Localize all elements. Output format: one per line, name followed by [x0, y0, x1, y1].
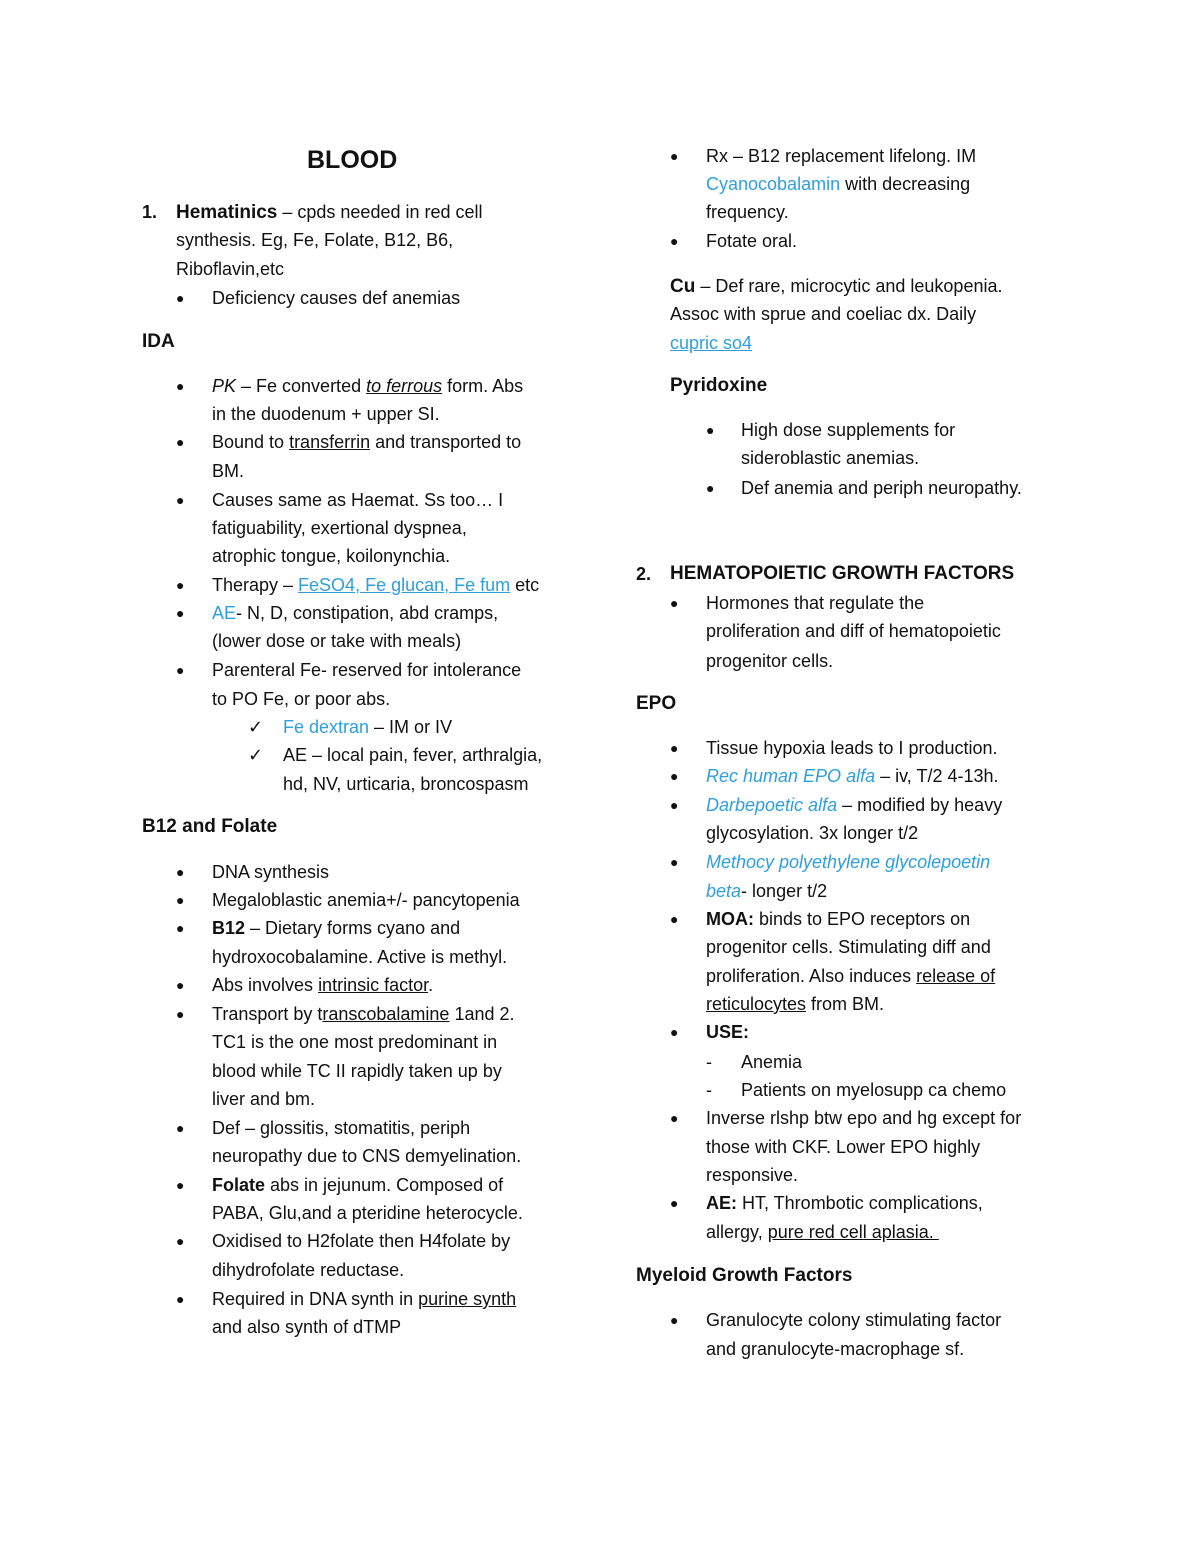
cupric-link: cupric so4 [670, 333, 753, 353]
list-item: AE – local pain, fever, arthralgia, [283, 745, 543, 765]
text-line: fatiguability, exertional dyspnea, [212, 518, 467, 538]
bullet-icon: ● [176, 1006, 185, 1022]
bullet-icon: ● [176, 577, 185, 593]
list-item: Tissue hypoxia leads to I production. [706, 738, 998, 758]
bullet-icon: ● [670, 740, 679, 756]
text-line: Cyanocobalamin with decreasing [706, 174, 971, 194]
bullet-icon: ● [670, 797, 679, 813]
bullet-icon: ● [176, 1291, 185, 1307]
list-item: Darbepoetic alfa – modified by heavy [706, 795, 1003, 815]
list-item: DNA synthesis [212, 862, 330, 882]
text-line: in the duodenum + upper SI. [212, 404, 440, 424]
bullet-icon: ● [176, 1120, 185, 1136]
dash-icon: - [706, 1052, 712, 1072]
list-item: Fotate oral. [706, 231, 798, 251]
text-line: reticulocytes from BM. [706, 994, 885, 1014]
bullet-icon: ● [670, 854, 679, 870]
list-item: Rx – B12 replacement lifelong. IM [706, 146, 977, 166]
list-item: Rec human EPO alfa – iv, T/2 4-13h. [706, 766, 999, 786]
bullet-icon: ● [176, 864, 185, 880]
bullet-icon: ● [670, 595, 679, 611]
copper-line: Cu – Def rare, microcytic and leukopenia. [670, 276, 1003, 297]
text-line: atrophic tongue, koilonynchia. [212, 546, 451, 566]
text-line: dihydrofolate reductase. [212, 1260, 405, 1280]
text-line: glycosylation. 3x longer t/2 [706, 823, 919, 843]
text-line: sideroblastic anemias. [741, 448, 920, 468]
bullet-icon: ● [176, 434, 185, 450]
bullet-icon: ● [670, 1195, 679, 1211]
pyridoxine-heading: Pyridoxine [670, 375, 768, 396]
text-line: Riboflavin,etc [176, 259, 285, 279]
text-line: proliferation and diff of hematopoietic [706, 621, 1001, 641]
text-line: frequency. [706, 202, 789, 222]
text-line: progenitor cells. Stimulating diff and [706, 937, 991, 957]
bullet-icon: ● [176, 290, 185, 306]
list-item: Inverse rlshp btw epo and hg except for [706, 1108, 1022, 1128]
list-item: Granulocyte colony stimulating factor [706, 1310, 1002, 1330]
bullet-icon: ● [670, 1312, 679, 1328]
text-line: (lower dose or take with meals) [212, 631, 462, 651]
text-line: TC1 is the one most predominant in [212, 1032, 498, 1052]
list-item: PK – Fe converted to ferrous form. Abs [212, 376, 524, 396]
text-line: hydroxocobalamine. Active is methyl. [212, 947, 508, 967]
bullet-icon: ● [670, 1024, 679, 1040]
text-line: liver and bm. [212, 1089, 316, 1109]
myeloid-heading: Myeloid Growth Factors [636, 1265, 853, 1286]
bullet-icon: ● [670, 1110, 679, 1126]
list-item: High dose supplements for [741, 420, 956, 440]
bullet-icon: ● [176, 1233, 185, 1249]
list-item: Fe dextran – IM or IV [283, 717, 453, 737]
list-item: Abs involves intrinsic factor. [212, 975, 434, 995]
text-line: progenitor cells. [706, 651, 834, 671]
list-item: Methocy polyethylene glycolepoetin [706, 852, 991, 872]
text-line: responsive. [706, 1165, 799, 1185]
list-item: AE- N, D, constipation, abd cramps, [212, 603, 499, 623]
list-item: Parenteral Fe- reserved for intolerance [212, 660, 522, 680]
text-line: blood while TC II rapidly taken up by [212, 1061, 502, 1081]
page-title: BLOOD [307, 146, 398, 174]
list-item: Causes same as Haemat. Ss too… I [212, 490, 504, 510]
bullet-icon: ● [176, 1177, 185, 1193]
list-item: Hormones that regulate the [706, 593, 925, 613]
list-item: MOA: binds to EPO receptors on [706, 909, 971, 929]
growth-factors-heading: HEMATOPOIETIC GROWTH FACTORS [670, 563, 1015, 584]
text-line: those with CKF. Lower EPO highly [706, 1137, 981, 1157]
list-item: Bound to transferrin and transported to [212, 432, 522, 452]
text-line: neuropathy due to CNS demyelination. [212, 1146, 522, 1166]
bullet-icon: ● [670, 911, 679, 927]
bullet-icon: ● [670, 768, 679, 784]
text-line: Assoc with sprue and coeliac dx. Daily [670, 304, 977, 324]
text-line: allergy, pure red cell aplasia. [706, 1222, 939, 1242]
list-item: Oxidised to H2folate then H4folate by [212, 1231, 511, 1251]
text-line: proliferation. Also induces release of [706, 966, 996, 986]
ida-heading: IDA [142, 331, 175, 352]
list-item: Megaloblastic anemia+/- pancytopenia [212, 890, 520, 910]
section-heading: Hematinics [176, 202, 278, 223]
text-line: and also synth of dTMP [212, 1317, 402, 1337]
list-item: Def – glossitis, stomatitis, periph [212, 1118, 471, 1138]
bullet-icon: ● [176, 378, 185, 394]
list-item: Patients on myelosupp ca chemo [741, 1080, 1007, 1100]
list-item: Therapy – FeSO4, Fe glucan, Fe fum etc [212, 575, 540, 595]
list-item: USE: [706, 1022, 750, 1042]
b12-folate-heading: B12 and Folate [142, 816, 278, 837]
text-line: beta- longer t/2 [706, 881, 828, 901]
list-item: AE: HT, Thrombotic complications, [706, 1193, 983, 1213]
text-line: PABA, Glu,and a pteridine heterocycle. [212, 1203, 523, 1223]
bullet-icon: ● [176, 492, 185, 508]
hematinics-line: Hematinics – cpds needed in red cell [176, 202, 483, 223]
list-item: Deficiency causes def anemias [212, 288, 461, 308]
dash-icon: - [706, 1080, 712, 1100]
text-line: hd, NV, urticaria, broncospasm [283, 774, 529, 794]
bullet-icon: ● [176, 662, 185, 678]
text-line: and granulocyte-macrophage sf. [706, 1339, 965, 1359]
bullet-icon: ● [706, 480, 715, 496]
list-item: Required in DNA synth in purine synth [212, 1289, 517, 1309]
list-item: Transport by transcobalamine 1and 2. [212, 1004, 515, 1024]
check-icon: ✓ [248, 745, 264, 765]
text-line: synthesis. Eg, Fe, Folate, B12, B6, [176, 230, 454, 250]
bullet-icon: ● [176, 605, 185, 621]
bullet-icon: ● [670, 148, 679, 164]
check-icon: ✓ [248, 717, 264, 737]
list-item: Anemia [741, 1052, 803, 1072]
list-item: B12 – Dietary forms cyano and [212, 918, 461, 938]
bullet-icon: ● [706, 422, 715, 438]
bullet-icon: ● [670, 233, 679, 249]
list-item: Folate abs in jejunum. Composed of [212, 1175, 504, 1195]
bullet-icon: ● [176, 892, 185, 908]
section-number: 2. [636, 564, 652, 584]
text-line: BM. [212, 461, 245, 481]
text-line: to PO Fe, or poor abs. [212, 689, 391, 709]
bullet-icon: ● [176, 977, 185, 993]
bullet-icon: ● [176, 920, 185, 936]
list-item: Def anemia and periph neuropathy. [741, 478, 1022, 498]
epo-heading: EPO [636, 693, 677, 714]
section-number: 1. [142, 202, 158, 222]
